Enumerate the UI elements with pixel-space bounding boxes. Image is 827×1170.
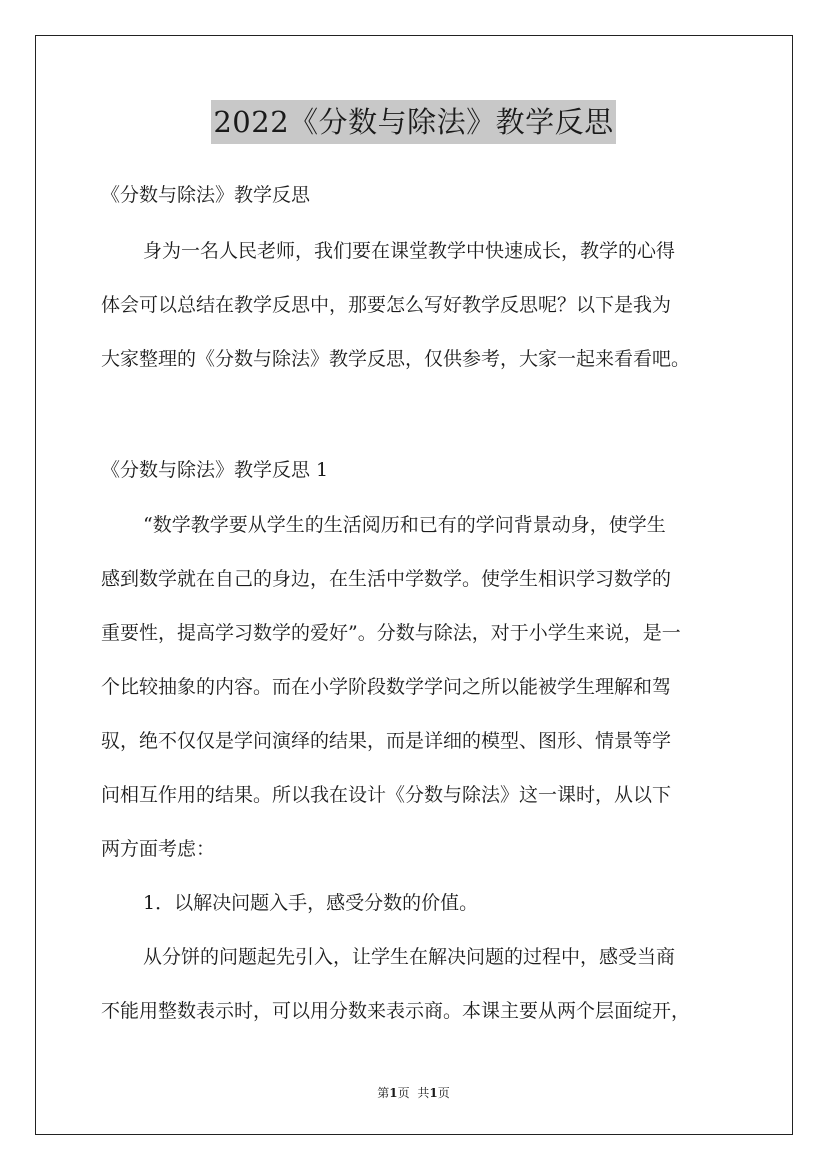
intro-line-2: 体会可以总结在教学反思中，那要怎么写好教学反思呢？以下是我为	[101, 294, 672, 316]
footer-total-suffix: 页	[437, 1086, 450, 1100]
body-line-2: 感到数学就在自己的身边，在生活中学数学。使学生相识学习数学的	[101, 568, 672, 590]
footer-page-prefix: 第	[377, 1086, 390, 1100]
body-line-4: 个比较抽象的内容。而在小学阶段数学学问之所以能被学生理解和驾	[101, 676, 672, 698]
point-1: 1．以解决问题入手，感受分数的价值。	[143, 892, 479, 914]
point-line-2: 不能用整数表示时，可以用分数来表示商。本课主要从两个层面绽开，	[101, 1000, 691, 1022]
section-heading: 《分数与除法》教学反思 1	[101, 459, 329, 481]
body-line-7: 两方面考虑：	[101, 838, 216, 860]
point-line-1: 从分饼的问题起先引入，让学生在解决问题的过程中，感受当商	[143, 946, 676, 968]
page-footer	[0, 1084, 827, 1101]
intro-heading: 《分数与除法》教学反思	[101, 184, 311, 206]
body-line-5: 驭，绝不仅仅是学问演绎的结果，而是详细的模型、图形、情景等学	[101, 730, 672, 752]
footer-total-number: 1	[429, 1086, 438, 1100]
body-line-1: “数学教学要从学生的生活阅历和已有的学问背景动身，使学生	[143, 514, 666, 536]
body-line-3: 重要性，提高学习数学的爱好”。分数与除法，对于小学生来说，是一	[101, 622, 681, 644]
body-line-6: 问相互作用的结果。所以我在设计《分数与除法》这一课时，从以下	[101, 784, 672, 806]
footer-page-number: 1	[389, 1086, 398, 1100]
intro-line-1: 身为一名人民老师，我们要在课堂教学中快速成长，教学的心得	[143, 240, 676, 262]
footer-page-suffix: 页	[397, 1086, 410, 1100]
footer-total-prefix: 共	[417, 1086, 430, 1100]
intro-line-3: 大家整理的《分数与除法》教学反思，仅供参考，大家一起来看看吧。	[101, 348, 691, 370]
title-container	[0, 100, 827, 144]
document-title: 2022《分数与除法》教学反思	[211, 100, 615, 144]
